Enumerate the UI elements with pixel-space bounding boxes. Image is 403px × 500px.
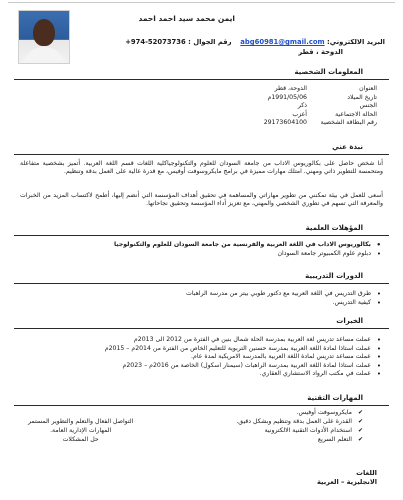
- list-item: • طرق التدريس في اللغة العربية مع دكتور طوبي بيتر من مدرسة الراهبات: [22, 290, 381, 299]
- personal-label: رقم البطاقة الشخصية: [320, 119, 377, 127]
- skill-item: ✔ مايكروسوفت أوفيس.: [236, 408, 363, 417]
- personal-value: 29173604100: [263, 119, 307, 127]
- top-rule: [8, 2, 395, 3]
- personal-row: [264, 94, 377, 103]
- candidate-name: ايمن محمد سيد احمد احمد: [138, 14, 235, 23]
- list-item: • عملت استاذا لمادة اللغة العربية بمدرسة الراهبات (سيمنار اسكول) الخاصة من 2016م – 2023م: [22, 362, 381, 371]
- section-education-title: المؤهلات العلمية: [14, 224, 389, 236]
- list-item: • عملت مساعد تدريس لغة العربية بمدرسة الحلة شمال بنين في الفترة من 2012 الى 2013م: [22, 336, 381, 345]
- section-skills-title: المهارات التقنية: [14, 394, 389, 406]
- list-item: • عملت في مكتب الرواد الاستشاري العقاري.: [22, 370, 381, 379]
- skill-item: حل المشكلات: [62, 436, 99, 443]
- personal-label: الحالة الاجتماعية: [335, 110, 377, 118]
- personal-value: 1991/05/06م: [267, 93, 307, 101]
- personal-value: ذكر: [297, 102, 307, 110]
- list-item: • عملت مساعد تدريس لمادة اللغة العربية بالمدرسة الامريكية لمدة عام.: [22, 353, 381, 362]
- section-personal-title: المعلومات الشخصية: [14, 68, 389, 80]
- about-paragraph-2: أسعى للعمل في بيئة تمكنني من تطوير مهاراتي والمساهمة في تحقيق أهداف المؤسسة التي أنضم إليها، أطمح لاكتساب المزيد من الخبرات والمعرفة التي تسهم في تطوري الشخصي والمهني، مع تعزيز أداء المؤسسة وتحقيق نجاحاتها.: [20, 192, 383, 208]
- section-training-title: الدورات التدريبية: [14, 272, 389, 284]
- personal-row: [264, 102, 377, 111]
- skill-item: ✔ التعلم السريع: [236, 435, 363, 444]
- section-experience-title: الخبرات: [14, 317, 389, 329]
- skill-item: المهارات الإدارية العامة.: [50, 427, 112, 434]
- personal-label: الجنس: [359, 102, 377, 110]
- list-item: • دبلوم علوم الكمبيوتر جامعة السودان: [22, 250, 381, 259]
- profile-photo: [18, 10, 70, 64]
- languages-value: الانجليزية – العربية: [317, 478, 377, 486]
- contact-line: [125, 38, 385, 46]
- header-address: الدوحة ، قطر: [298, 48, 343, 56]
- skill-item: ✔ القدرة على العمل بدقة وتنظيم وبشكل دقيق.: [236, 417, 363, 426]
- photo-head: [33, 19, 55, 46]
- list-item: • بكالوريوس الاداب في اللغة العربية والفرنسية من جامعة السودان للعلوم والتكنولوجيا: [22, 241, 381, 250]
- skills-list-left: [28, 417, 144, 444]
- personal-label: تاريخ الميلاد: [347, 93, 377, 101]
- phone-number: +974-52073736: [125, 38, 186, 46]
- training-list: [22, 290, 381, 307]
- about-paragraph-1: أنا شخص حاصل على بكالوريوس الاداب من جامعة السودان للعلوم والتكنولوجياكلية اللغات قسم اللغة العربية. أتميز بشخصية متفاعلة ومتحمسة للتطوير ذاتي ومهني. امتلك مهارات مميزة في برامج مايكروسوفت أوفيس، مع قدرة عالية على العمل بدقة وتنظيم.: [20, 160, 383, 176]
- photo-shirt: [23, 47, 65, 64]
- list-item: • كيفية التدريس.: [22, 299, 381, 308]
- skill-item: التواصل الفعال والتعلم والتطوير المستمر: [28, 418, 134, 425]
- list-item: • عملت استاذا لمادة اللغة العربية بمدرسة حسنين التربوية للتعليم الخاص من الفترة من 2014م – 2015م: [22, 345, 381, 354]
- experience-list: [22, 336, 381, 379]
- personal-label: العنوان: [359, 85, 377, 92]
- section-languages-title: اللغات: [356, 469, 377, 477]
- phone-label: رقم الجوال :: [188, 38, 232, 46]
- skill-item: ✔ استخدام الأدوات التقنية الالكترونية: [236, 426, 363, 435]
- skills-list-right: [236, 408, 363, 444]
- personal-info-list: [264, 85, 377, 128]
- personal-row: [264, 111, 377, 120]
- email-link[interactable]: abg60981@gmail.com: [240, 38, 325, 46]
- section-about-title: نبذة عني: [14, 143, 389, 155]
- personal-value: الدوحة، قطر: [274, 85, 307, 92]
- email-label: البريد الالكتروني:: [327, 38, 385, 46]
- personal-row: [264, 119, 377, 128]
- personal-value: أعزب: [292, 110, 307, 118]
- education-list: [22, 241, 381, 258]
- personal-row: [264, 85, 377, 94]
